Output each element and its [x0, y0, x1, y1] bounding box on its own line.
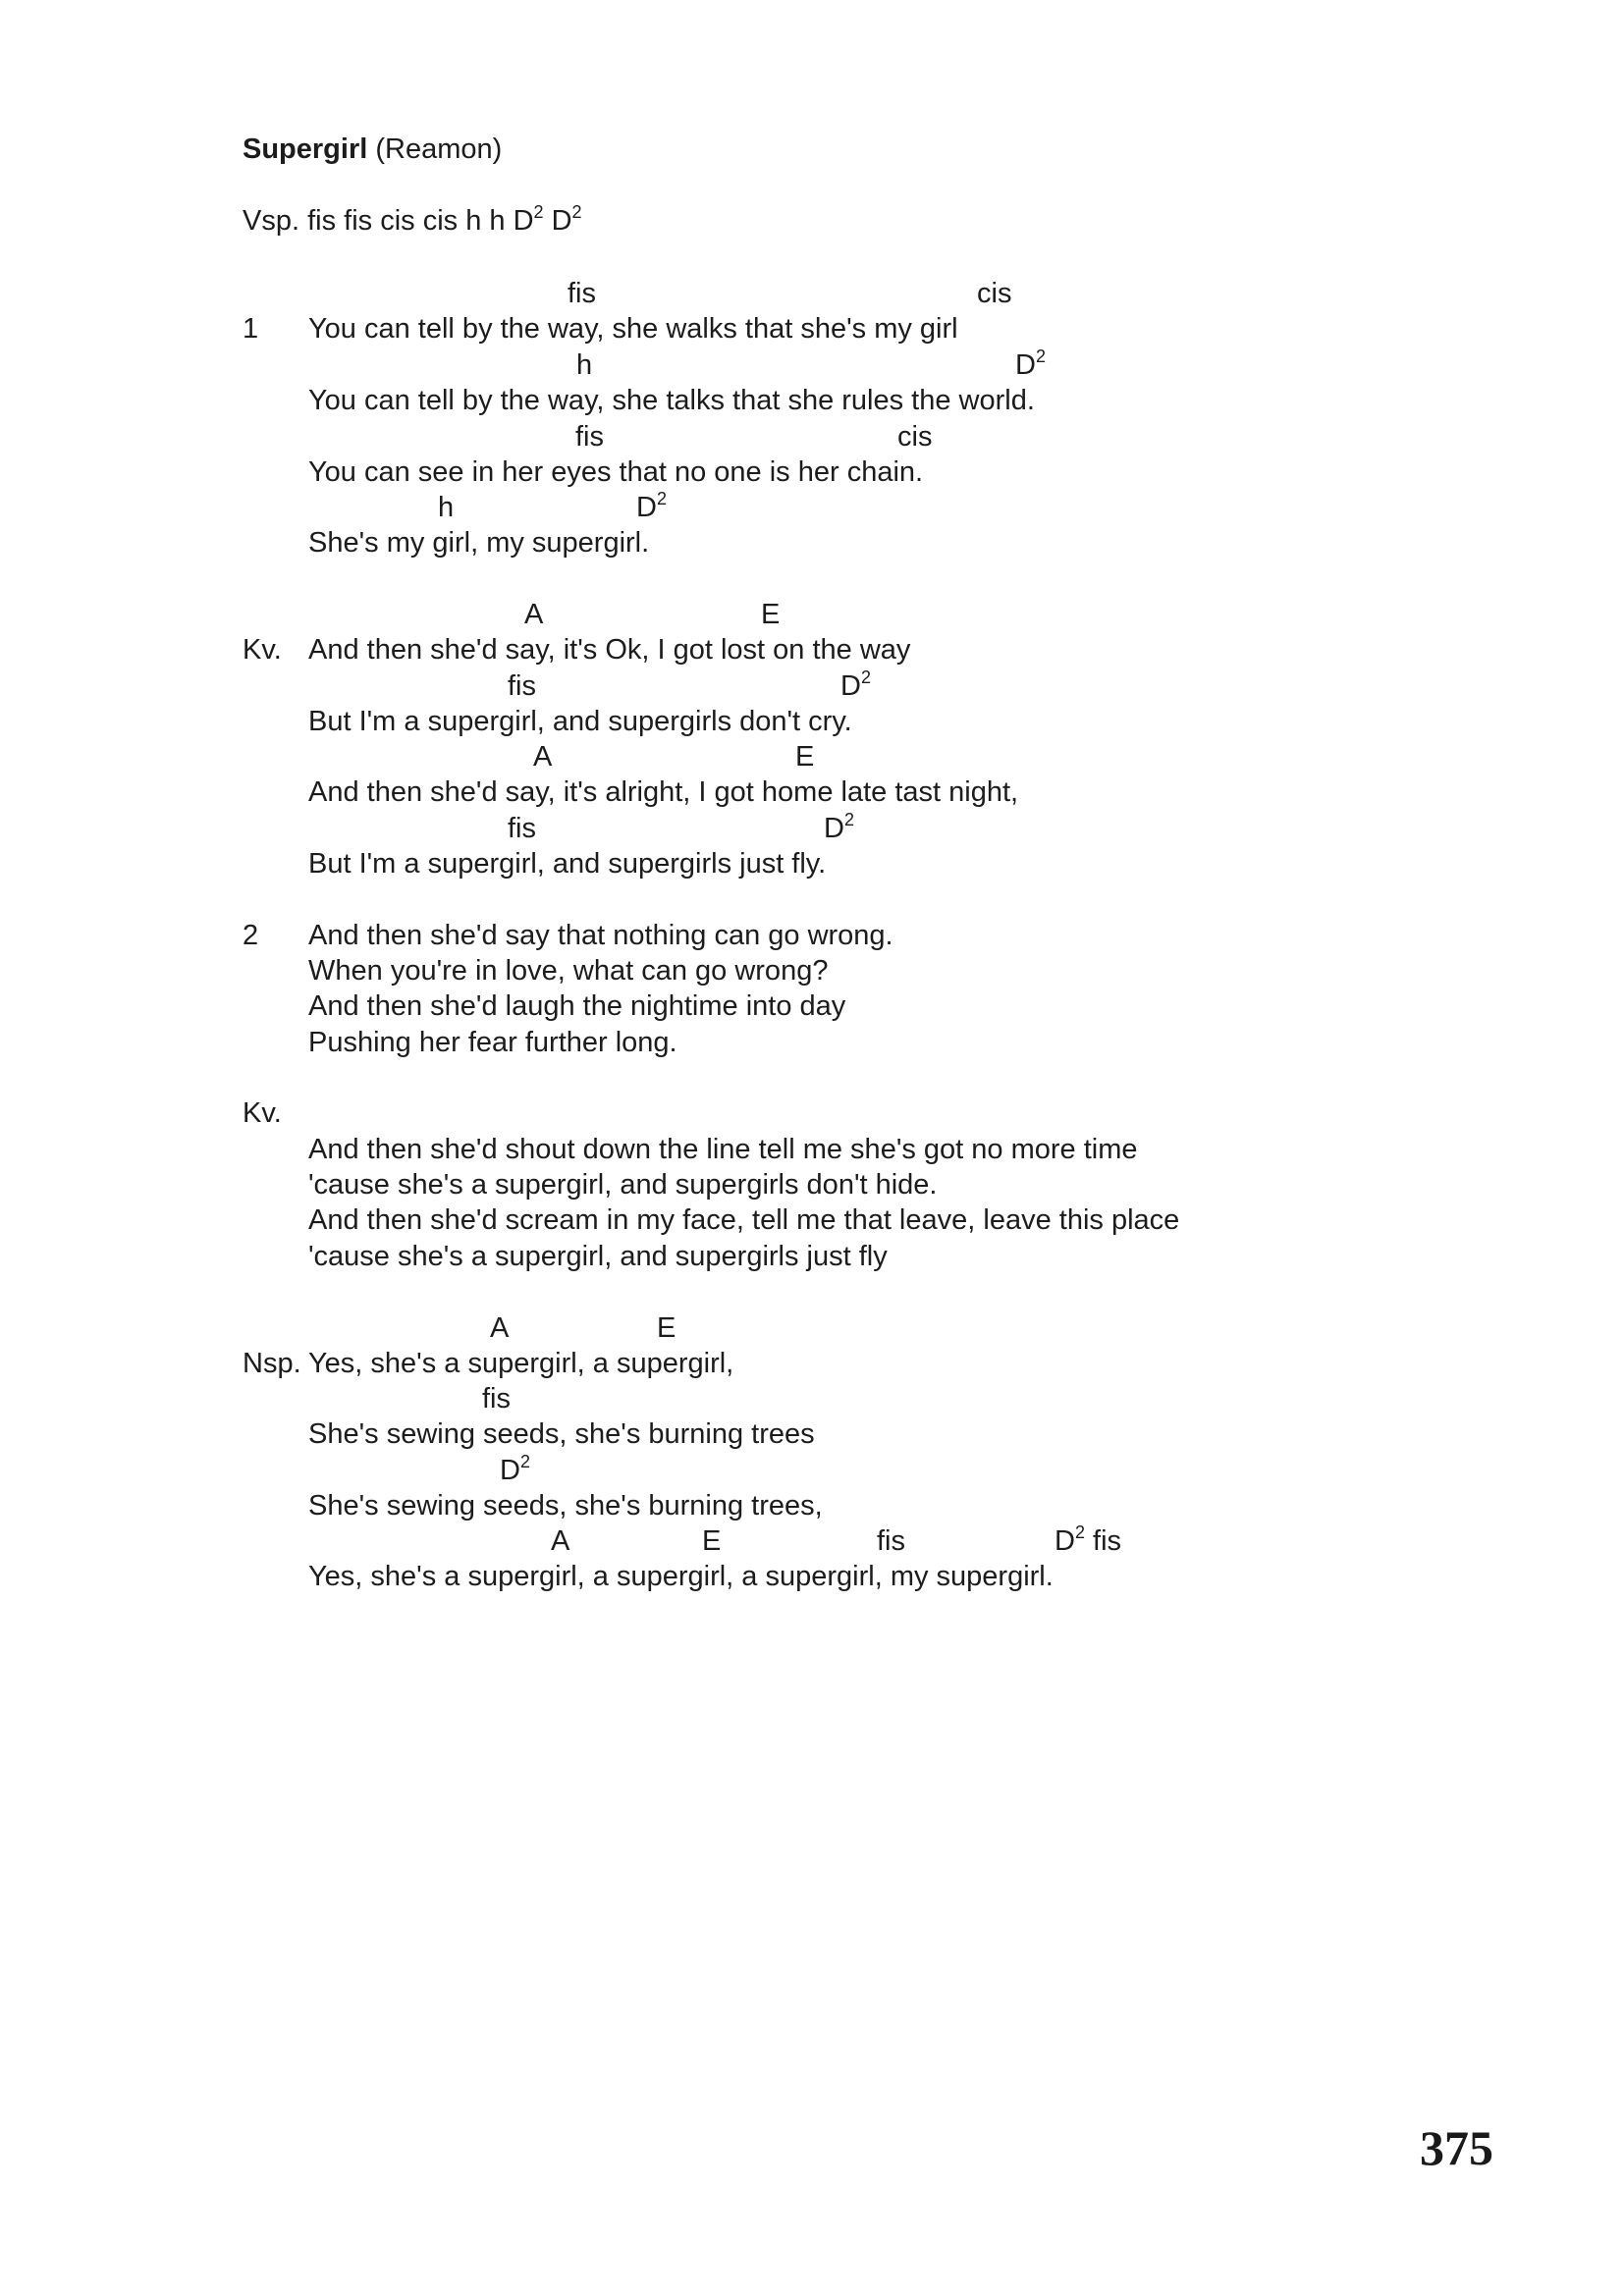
lyric-line: Yes, she's a supergirl, a supergirl, — [308, 1348, 734, 1379]
lyric-line: And then she'd say that nothing can go wrong. — [308, 920, 893, 951]
intro-line — [243, 203, 582, 239]
lyric-line: Pushing her fear further long. — [308, 1027, 677, 1058]
chord-d2-fis — [1055, 1523, 1121, 1559]
chord: A — [551, 1525, 570, 1557]
lyric-line: And then she'd scream in my face, tell me that leave, leave this place — [308, 1204, 1180, 1236]
chord: fis — [877, 1525, 905, 1557]
chord: fis — [482, 1383, 511, 1415]
chord: A — [533, 741, 553, 773]
chorus1-label: Kv. — [243, 634, 282, 666]
chord-d2 — [840, 668, 871, 704]
song-artist: (Reamon) — [375, 133, 503, 165]
lyric-line: She's my girl, my supergirl. — [308, 527, 650, 559]
lyric-line: When you're in love, what can go wrong? — [308, 955, 829, 987]
chord-sup: 2 — [1074, 1522, 1085, 1543]
lyric-line: But I'm a supergirl, and supergirls just fly. — [308, 848, 827, 880]
chord: fis — [508, 670, 536, 702]
chord-letter: D — [1015, 349, 1036, 381]
intro-label: Vsp. — [243, 205, 300, 237]
chord: h — [438, 492, 455, 523]
chord: cis — [897, 421, 933, 453]
intro-sup-1: 2 — [533, 202, 544, 223]
lyric-line: And then she'd shout down the line tell me she's got no more time — [308, 1134, 1138, 1165]
verse2-label: 2 — [243, 920, 259, 951]
chord: fis — [575, 421, 604, 453]
chord: fis — [568, 278, 596, 309]
lyric-line: You can see in her eyes that no one is her chain. — [308, 456, 924, 488]
lyric-line: 'cause she's a supergirl, and supergirls don't hide. — [308, 1169, 938, 1201]
chord: h — [576, 349, 593, 381]
chord: A — [490, 1312, 510, 1344]
page-number: 375 — [1420, 2120, 1493, 2175]
chord-sup: 2 — [860, 667, 871, 688]
chorus2-label: Kv. — [243, 1097, 282, 1129]
chord-sup: 2 — [1035, 347, 1046, 367]
lyric-line: Yes, she's a supergirl, a supergirl, a supergirl, my supergirl. — [308, 1561, 1054, 1592]
chord: E — [761, 599, 781, 630]
chord-sup: 2 — [843, 810, 854, 830]
lyric-line: But I'm a supergirl, and supergirls don't cry. — [308, 706, 852, 737]
chord: E — [657, 1312, 676, 1344]
chord: E — [795, 741, 815, 773]
lyric-line: You can tell by the way, she walks that she's my girl — [308, 313, 958, 345]
lyric-line: And then she'd say, it's Ok, I got lost on the way — [308, 634, 911, 666]
chord-letter: D — [840, 670, 861, 702]
chord: cis — [977, 278, 1012, 309]
chord: E — [702, 1525, 722, 1557]
chord-letter: D — [636, 492, 657, 523]
song-title — [243, 132, 502, 167]
song-name: Supergirl — [243, 133, 368, 165]
chord-letter: D — [824, 813, 844, 844]
chord-sup: 2 — [519, 1452, 530, 1472]
chord-d2 — [636, 490, 667, 525]
verse1-label: 1 — [243, 313, 259, 345]
chord: fis — [508, 813, 536, 844]
lyric-line: And then she'd laugh the nightime into day — [308, 990, 846, 1022]
intro-sup-2: 2 — [571, 202, 582, 223]
chord-d2 — [1015, 347, 1046, 383]
outro-label: Nsp. — [243, 1348, 301, 1379]
chord-sup: 2 — [656, 489, 667, 509]
intro-chords: fis fis cis cis h h D — [307, 205, 534, 237]
lyric-line: You can tell by the way, she talks that she rules the world. — [308, 385, 1035, 416]
chord-d2 — [500, 1453, 530, 1488]
chord: A — [524, 599, 544, 630]
lyric-line: She's sewing seeds, she's burning trees, — [308, 1490, 823, 1522]
lyric-line: And then she'd say, it's alright, I got home late tast night, — [308, 776, 1019, 808]
intro-chord-d2: D — [543, 205, 572, 237]
chord-d2 — [824, 811, 854, 846]
chord-letter: fis — [1084, 1525, 1122, 1557]
lyric-line: She's sewing seeds, she's burning trees — [308, 1418, 815, 1450]
lyric-line: 'cause she's a supergirl, and supergirls just fly — [308, 1241, 888, 1272]
chord-letter: D — [500, 1455, 520, 1486]
chord-letter: D — [1055, 1525, 1075, 1557]
